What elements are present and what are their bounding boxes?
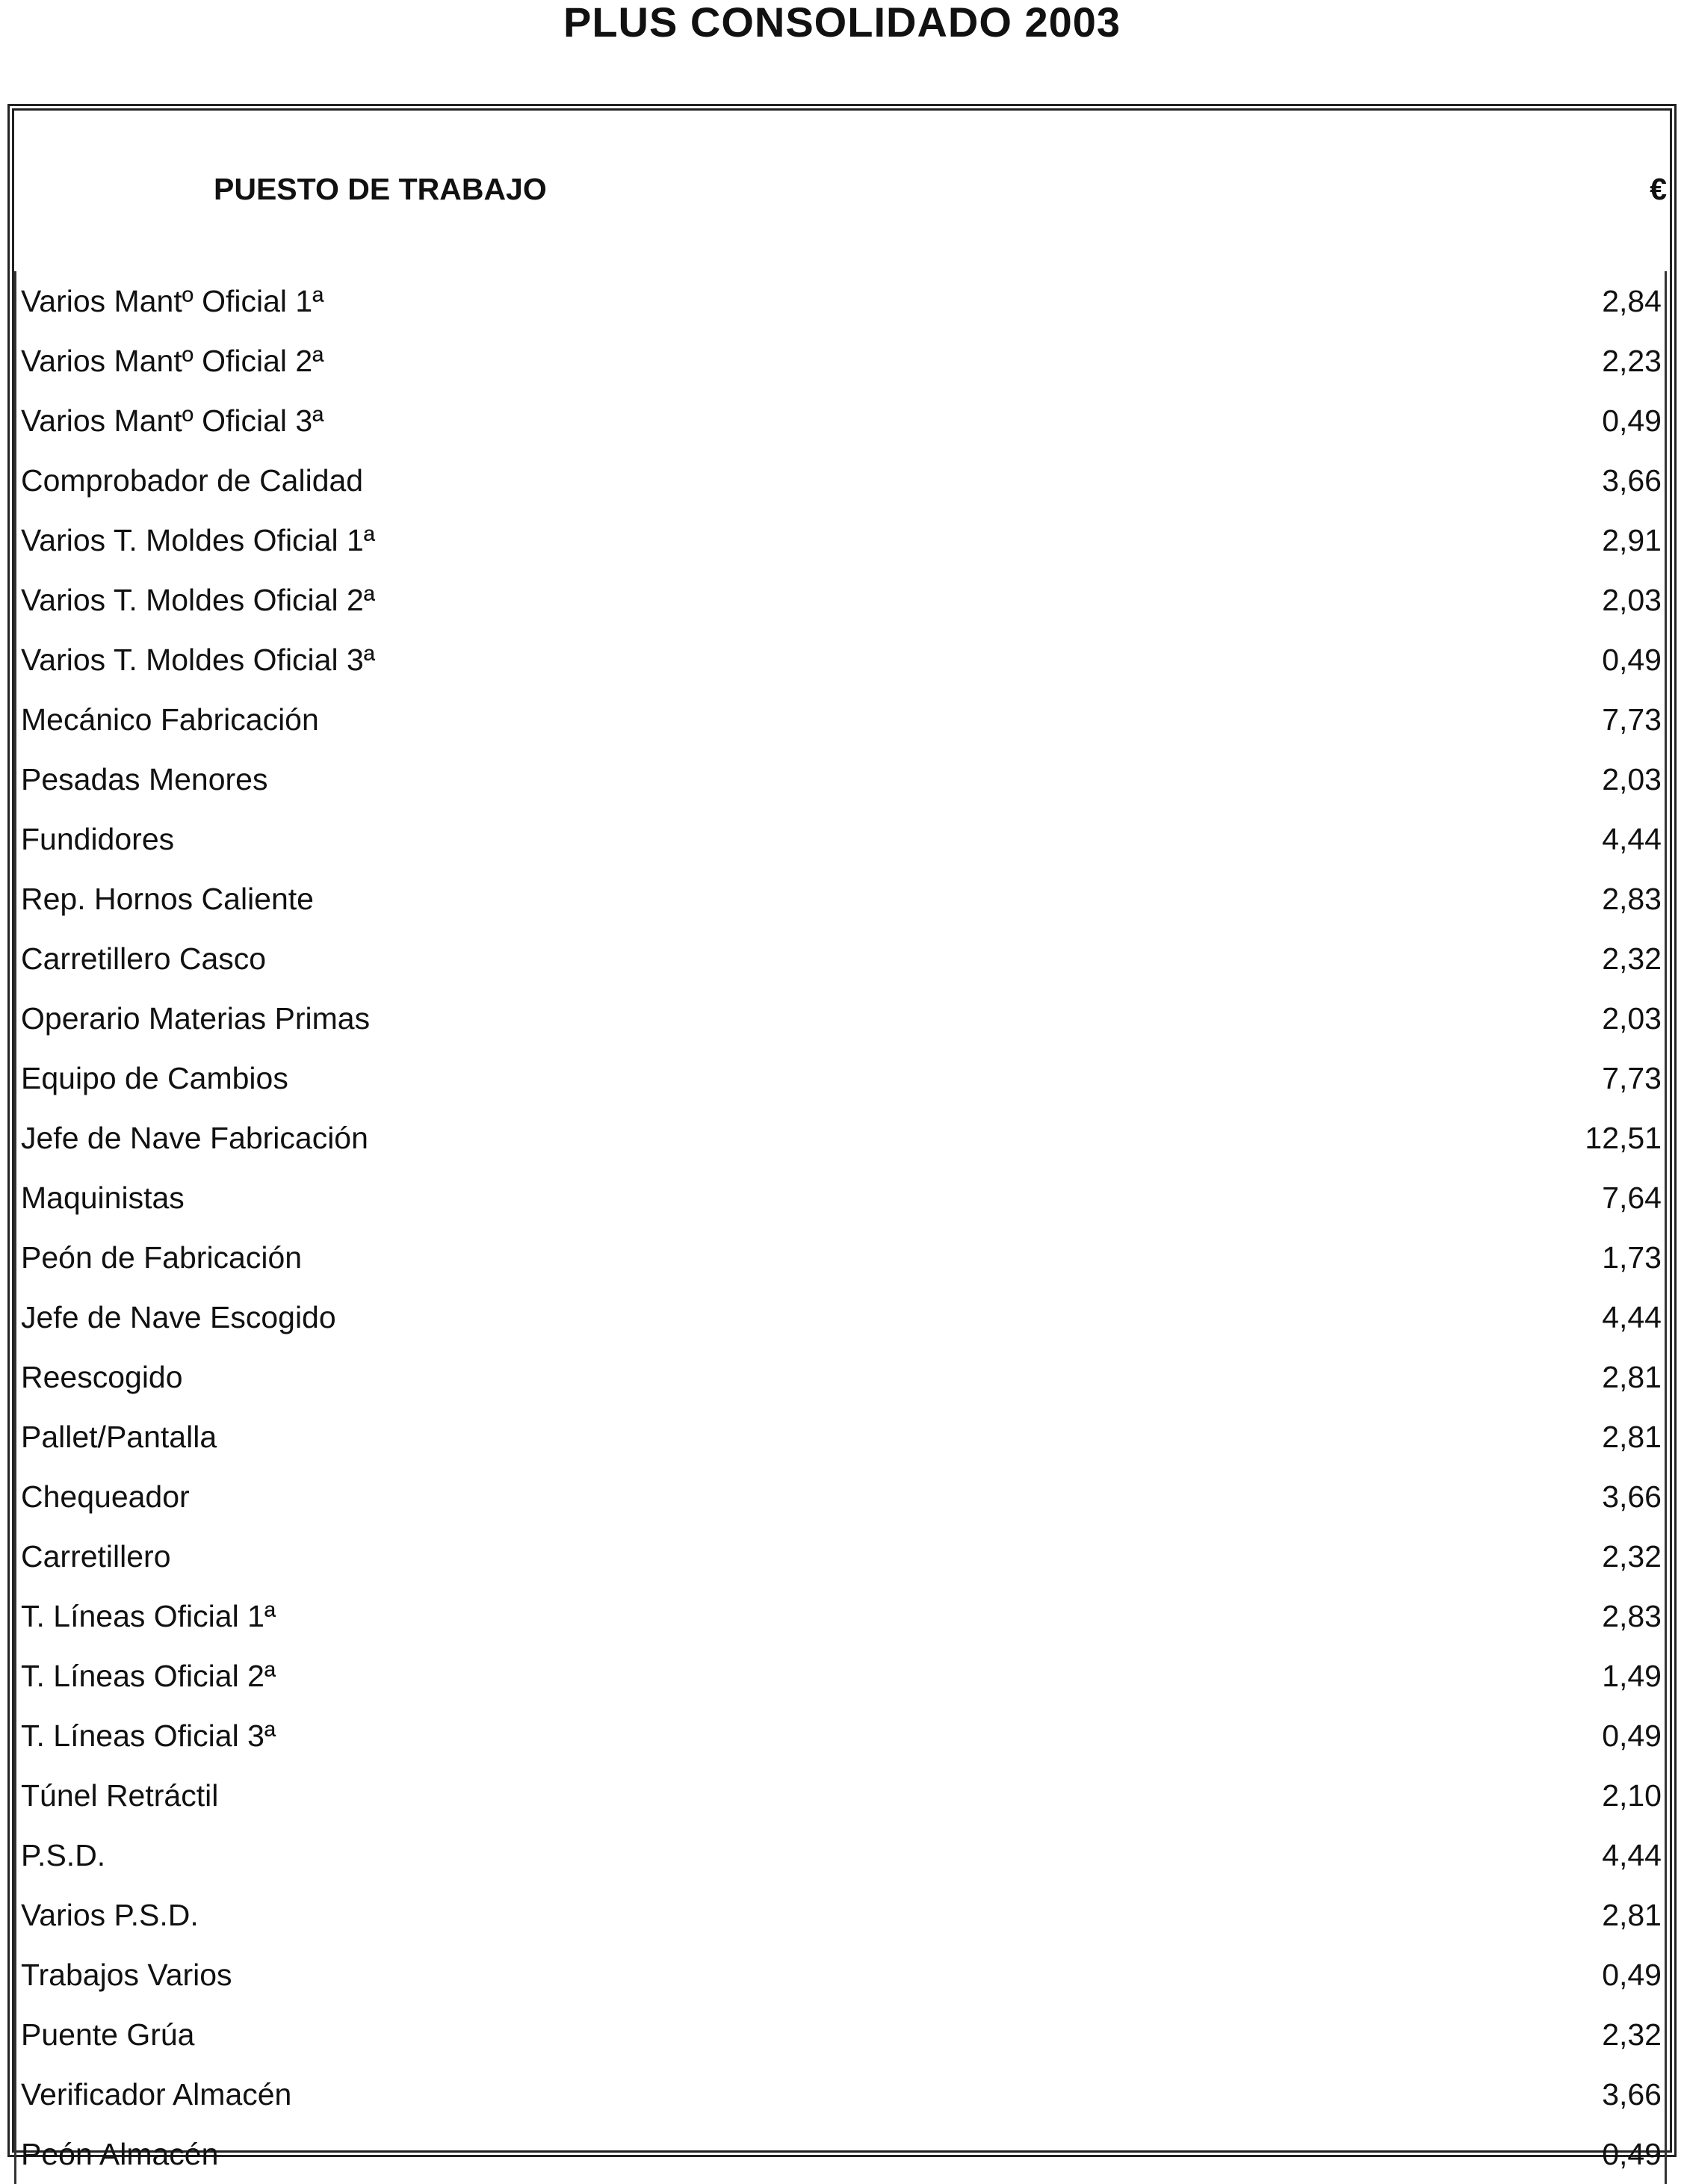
header-job-label: PUESTO DE TRABAJO bbox=[214, 172, 547, 206]
job-name: Fundidores bbox=[21, 822, 175, 856]
job-value: 0,49 bbox=[1602, 1706, 1667, 1766]
job-value: 12,51 bbox=[1585, 1108, 1667, 1168]
job-name: Comprobador de Calidad bbox=[21, 463, 364, 498]
job-name: Varios T. Moldes Oficial 3ª bbox=[21, 643, 375, 677]
job-name: Varios T. Moldes Oficial 1ª bbox=[21, 523, 375, 557]
job-value: 7,73 bbox=[1602, 1048, 1667, 1108]
job-value: 0,49 bbox=[1602, 630, 1667, 690]
table-row bbox=[16, 1407, 1670, 1467]
table-row bbox=[16, 1108, 1670, 1168]
table-row bbox=[16, 1646, 1670, 1706]
table-row bbox=[16, 1228, 1670, 1287]
table-row bbox=[16, 1168, 1670, 1228]
job-value: 2,83 bbox=[1602, 869, 1667, 929]
table-row bbox=[16, 1945, 1670, 2005]
table-row bbox=[16, 2005, 1670, 2064]
job-value: 2,91 bbox=[1602, 510, 1667, 570]
table-row bbox=[16, 271, 1670, 331]
table-row bbox=[16, 331, 1670, 391]
job-value: 3,66 bbox=[1602, 451, 1667, 510]
table-row bbox=[16, 1825, 1670, 1885]
page-title: PLUS CONSOLIDADO 2003 bbox=[563, 0, 1121, 46]
job-name: Jefe de Nave Escogido bbox=[21, 1300, 336, 1334]
job-name: Reescogido bbox=[21, 1360, 183, 1394]
table-row bbox=[16, 690, 1670, 749]
job-name: Rep. Hornos Caliente bbox=[21, 882, 314, 916]
job-value: 2,32 bbox=[1602, 1526, 1667, 1586]
job-name: Trabajos Varios bbox=[21, 1958, 232, 1992]
table-row bbox=[16, 2064, 1670, 2124]
table-row bbox=[16, 1347, 1670, 1407]
table-row bbox=[16, 869, 1670, 929]
job-name: Chequeador bbox=[21, 1479, 190, 1514]
table-row bbox=[16, 451, 1670, 510]
table-row bbox=[16, 749, 1670, 809]
job-value: 0,49 bbox=[1602, 391, 1667, 451]
job-name: T. Líneas Oficial 2ª bbox=[21, 1659, 276, 1693]
job-name: Equipo de Cambios bbox=[21, 1061, 288, 1095]
table-row bbox=[16, 989, 1670, 1048]
job-value: 2,83 bbox=[1602, 1586, 1667, 1646]
job-name: Carretillero bbox=[21, 1539, 171, 1574]
job-name: Maquinistas bbox=[21, 1181, 185, 1215]
job-name: Mecánico Fabricación bbox=[21, 702, 319, 737]
table-row bbox=[16, 630, 1670, 690]
table-row bbox=[16, 929, 1670, 989]
job-name: Varios Mantº Oficial 2ª bbox=[21, 344, 324, 378]
table-row bbox=[16, 1706, 1670, 1766]
job-value: 0,49 bbox=[1602, 1945, 1667, 2005]
job-name: P.S.D. bbox=[21, 1838, 106, 1872]
job-name: Carretillero Casco bbox=[21, 941, 267, 976]
job-value: 2,03 bbox=[1602, 989, 1667, 1048]
job-name: Varios Mantº Oficial 1ª bbox=[21, 284, 324, 318]
job-value: 1,73 bbox=[1602, 1228, 1667, 1287]
job-value: 4,44 bbox=[1602, 1825, 1667, 1885]
job-value: 2,81 bbox=[1602, 1347, 1667, 1407]
table-row bbox=[16, 1048, 1670, 1108]
job-value: 2,32 bbox=[1602, 2005, 1667, 2064]
job-name: Pallet/Pantalla bbox=[21, 1420, 217, 1454]
job-value: 1,49 bbox=[1602, 1646, 1667, 1706]
job-value: 2,32 bbox=[1602, 929, 1667, 989]
table-row bbox=[16, 1526, 1670, 1586]
job-name: Peón de Fabricación bbox=[21, 1240, 303, 1275]
job-name: Pesadas Menores bbox=[21, 762, 268, 796]
table-row bbox=[16, 1885, 1670, 1945]
job-value: 2,03 bbox=[1602, 570, 1667, 630]
job-name: Peón Almacén bbox=[21, 2137, 219, 2171]
job-value: 2,84 bbox=[1602, 271, 1667, 331]
table-row bbox=[16, 1766, 1670, 1825]
table-frame bbox=[7, 104, 1677, 2171]
table-row bbox=[16, 510, 1670, 570]
job-name: Varios T. Moldes Oficial 2ª bbox=[21, 583, 375, 617]
table-body bbox=[14, 271, 1670, 2184]
job-value: 7,73 bbox=[1602, 690, 1667, 749]
job-name: Jefe de Nave Fabricación bbox=[21, 1121, 368, 1155]
table-row bbox=[16, 1287, 1670, 1347]
job-value: 3,66 bbox=[1602, 1467, 1667, 1526]
job-name: Túnel Retráctil bbox=[21, 1778, 219, 1813]
job-name: T. Líneas Oficial 3ª bbox=[21, 1719, 276, 1753]
job-name: Varios P.S.D. bbox=[21, 1898, 199, 1932]
job-value: 2,81 bbox=[1602, 1885, 1667, 1945]
table-row bbox=[16, 809, 1670, 869]
job-value: 0,49 bbox=[1602, 2124, 1667, 2184]
job-value: 7,64 bbox=[1602, 1168, 1667, 1228]
table-row bbox=[16, 1586, 1670, 1646]
table-row bbox=[16, 2124, 1670, 2184]
header-currency-label: € bbox=[1650, 172, 1667, 206]
job-name: Verificador Almacén bbox=[21, 2077, 292, 2112]
job-name: T. Líneas Oficial 1ª bbox=[21, 1599, 276, 1633]
job-value: 4,44 bbox=[1602, 809, 1667, 869]
table-row bbox=[16, 391, 1670, 451]
table-row bbox=[16, 1467, 1670, 1526]
table-header bbox=[14, 111, 1670, 271]
job-value: 2,03 bbox=[1602, 749, 1667, 809]
job-value: 3,66 bbox=[1602, 2064, 1667, 2124]
job-name: Operario Materias Primas bbox=[21, 1001, 371, 1036]
job-name: Varios Mantº Oficial 3ª bbox=[21, 403, 324, 438]
job-value: 2,10 bbox=[1602, 1766, 1667, 1825]
table-row bbox=[16, 570, 1670, 630]
job-value: 2,81 bbox=[1602, 1407, 1667, 1467]
job-value: 2,23 bbox=[1602, 331, 1667, 391]
job-name: Puente Grúa bbox=[21, 2017, 195, 2052]
job-value: 4,44 bbox=[1602, 1287, 1667, 1347]
